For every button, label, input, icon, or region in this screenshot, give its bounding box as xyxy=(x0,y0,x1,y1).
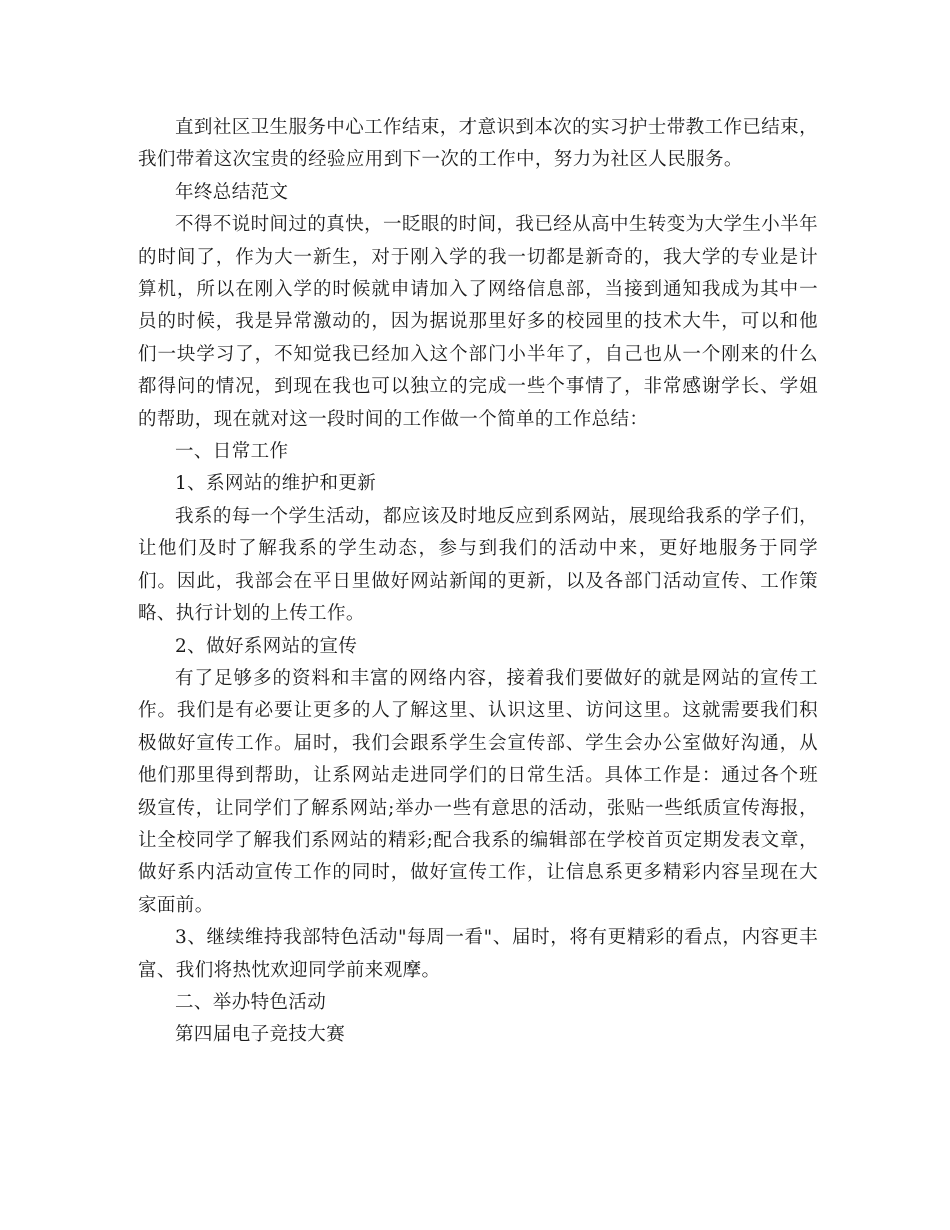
heading-daily-work: 一、日常工作 xyxy=(175,441,289,463)
paragraph-website-promotion: 有了足够多的资料和丰富的网络内容，接着我们要做好的就是网站的宣传工作。我们是有必要让更多的人了解这里、认识这里、访问这里。这就需要我们积极做好宣传工作。届时，我们会跟系学生会宣传部、学生会办公室做好沟通，从他们那里得到帮助，让系网站走进同学们的日常生活。具体工作是：通过各个班级宣传，让同学们了解系网站;举办一些有意思的活动，张贴一些纸质宣传海报，让全校同学了解我们系网站的精彩;配合我系的编辑部在学校首页定期发表文章，做好系内活动宣传工作的同时，做好宣传工作，让信息系更多精彩内容呈现在大家面前。 xyxy=(138,667,818,916)
paragraph-weekly-feature: 3、继续维持我部特色活动"每周一看"、届时，将有更精彩的看点，内容更丰富、我们将热忱欢迎同学前来观摩。 xyxy=(138,927,818,981)
paragraph-introduction: 不得不说时间过的真快，一眨眼的时间，我已经从高中生转变为大学生小半年的时间了，作为大一新生，对于刚入学的我一切都是新奇的，我大学的专业是计算机，所以在刚入学的时候就申请加入了网络信息部，当接到通知我成为其中一员的时候，我是异常激动的，因为据说那里好多的校园里的技术大牛，可以和他们一块学习了，不知觉我已经加入这个部门小半年了，自己也从一个刚来的什么都得问的情况，到现在我也可以独立的完成一些个事情了，非常感谢学长、学姐的帮助，现在就对这一段时间的工作做一个简单的工作总结： xyxy=(138,214,818,430)
subheading-website-maintenance: 1、系网站的维护和更新 xyxy=(175,473,377,495)
paragraph-closing-remark: 直到社区卫生服务中心工作结束，才意识到本次的实习护士带教工作已结束，我们带着这次宝贵的经验应用到下一次的工作中，努力为社区人民服务。 xyxy=(138,117,818,171)
subheading-website-promotion: 2、做好系网站的宣传 xyxy=(175,635,358,657)
subheading-esports-contest: 第四届电子竞技大赛 xyxy=(175,1024,346,1046)
document-body xyxy=(138,112,818,1052)
heading-special-activities: 二、举办特色活动 xyxy=(175,991,327,1013)
paragraph-website-maintenance: 我系的每一个学生活动，都应该及时地反应到系网站，展现给我系的学子们，让他们及时了解我系的学生动态，参与到我们的活动中来，更好地服务于同学们。因此，我部会在平日里做好网站新闻的更新，以及各部门活动宣传、工作策略、执行计划的上传工作。 xyxy=(138,505,818,625)
section-title-year-end-summary: 年终总结范文 xyxy=(175,181,289,203)
